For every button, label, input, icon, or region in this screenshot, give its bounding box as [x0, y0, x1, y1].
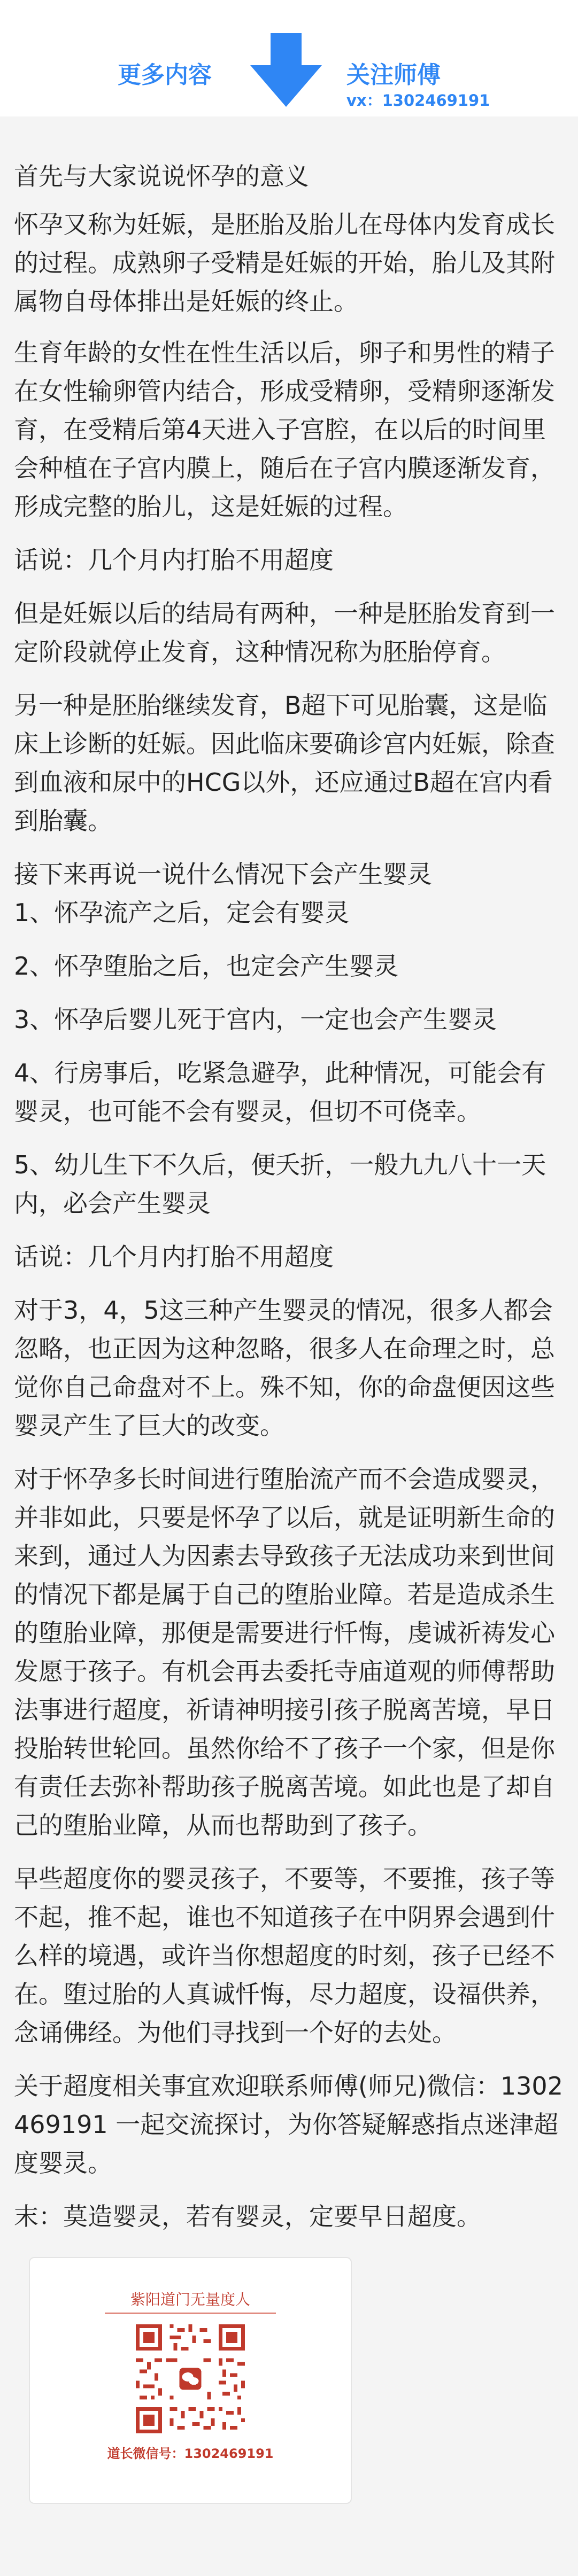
header-banner [0, 0, 578, 116]
article-section-heading: 接下来再说一说什么情况下会产生婴灵 [14, 860, 432, 889]
contact-paragraph: 关于超度相关事宜欢迎联系师傅(师兄)微信：1302469191 一起交流探讨，为你答疑解惑指点迷津超度婴灵。 [14, 2072, 563, 2177]
article-paragraph: 对于怀孕多长时间进行堕胎流产而不会造成婴灵，并非如此，只要是怀孕了以后，就是证明新生命的来到，通过人为因素去导致孩子无法成功来到世间的情况下都是属于自己的堕胎业障。若是造成杀生的堕胎业障，那便是需要进行忏悔，虔诚祈祷发心发愿于孩子。有机会再去委托寺庙道观的师傅帮助法事进行超度，祈请神明接引孩子脱离苦境，早日投胎转世轮回。虽然你给不了孩子一个家，但是你有责任去弥补帮助孩子脱离苦境。如此也是了却自己的堕胎业障，从而也帮助到了孩子。 [14, 1465, 555, 1840]
list-item: 4、行房事后，吃紧急避孕，此种情况，可能会有婴灵，也可能不会有婴灵，但切不可侥幸。 [14, 1059, 546, 1126]
card-divider [105, 2313, 276, 2314]
more-content-label[interactable]: 更多内容 [118, 61, 212, 89]
down-arrow-icon [246, 29, 326, 109]
article-quote: 话说：几个月内打胎不用超度 [14, 1242, 334, 1271]
closing-line: 末：莫造婴灵，若有婴灵，定要早日超度。 [14, 2202, 481, 2231]
article-paragraph: 对于3，4，5这三种产生婴灵的情况，很多人都会忽略，也正因为这种忽略，很多人在命理之时，总觉你自己命盘对不上。殊不知，你的命盘便因这些婴灵产生了巨大的改变。 [14, 1296, 555, 1440]
article-quote: 话说：几个月内打胎不用超度 [14, 546, 334, 574]
card-wechat-id: 道长微信号：1302469191 [107, 2446, 274, 2461]
qr-code-card [29, 2257, 352, 2504]
card-title: 紫阳道门无量度人 [130, 2291, 250, 2308]
article-paragraph: 另一种是胚胎继续发育，B超下可见胎囊，这是临床上诊断的妊娠。因此临床要确诊宫内妊娠，除查到血液和尿中的HCG以外，还应通过B超在宫内看到胎囊。 [14, 691, 555, 835]
list-item: 5、幼儿生下不久后，便夭折，一般九九八十一天内，必会产生婴灵 [14, 1150, 546, 1218]
follow-master-label[interactable]: 关注师傅 [346, 61, 441, 89]
article-body [0, 157, 578, 2504]
list-item: 1、怀孕流产之后，定会有婴灵 [14, 898, 350, 927]
list-item: 3、怀孕后婴儿死于宫内，一定也会产生婴灵 [14, 1005, 497, 1034]
list-item: 2、怀孕堕胎之后，也定会产生婴灵 [14, 952, 399, 980]
article-paragraph: 怀孕又称为妊娠，是胚胎及胎儿在母体内发育成长的过程。成熟卵子受精是妊娠的开始，胎儿及其附属物自母体排出是妊娠的终止。 [14, 210, 555, 316]
article-paragraph: 早些超度你的婴灵孩子，不要等，不要推，孩子等不起，推不起，谁也不知道孩子在中阴界会遇到什么样的境遇，或许当你想超度的时刻，孩子已经不在。堕过胎的人真诚忏悔，尽力超度，设福供养，念诵佛经。为他们寻找到一个好的去处。 [14, 1864, 555, 2047]
wechat-id-label: vx：1302469191 [346, 91, 490, 110]
qr-code-icon[interactable] [136, 2324, 245, 2433]
article-paragraph: 生育年龄的女性在性生活以后，卵子和男性的精子在女性输卵管内结合，形成受精卵，受精卵逐渐发育，在受精后第4天进入子宫腔，在以后的时间里会种植在子宫内膜上，随后在子宫内膜逐渐发育，形成完整的胎儿，这是妊娠的过程。 [14, 338, 555, 521]
article-paragraph: 但是妊娠以后的结局有两种，一种是胚胎发育到一定阶段就停止发育，这种情况称为胚胎停育。 [14, 599, 555, 666]
article-intro-heading: 首先与大家说说怀孕的意义 [14, 162, 309, 191]
